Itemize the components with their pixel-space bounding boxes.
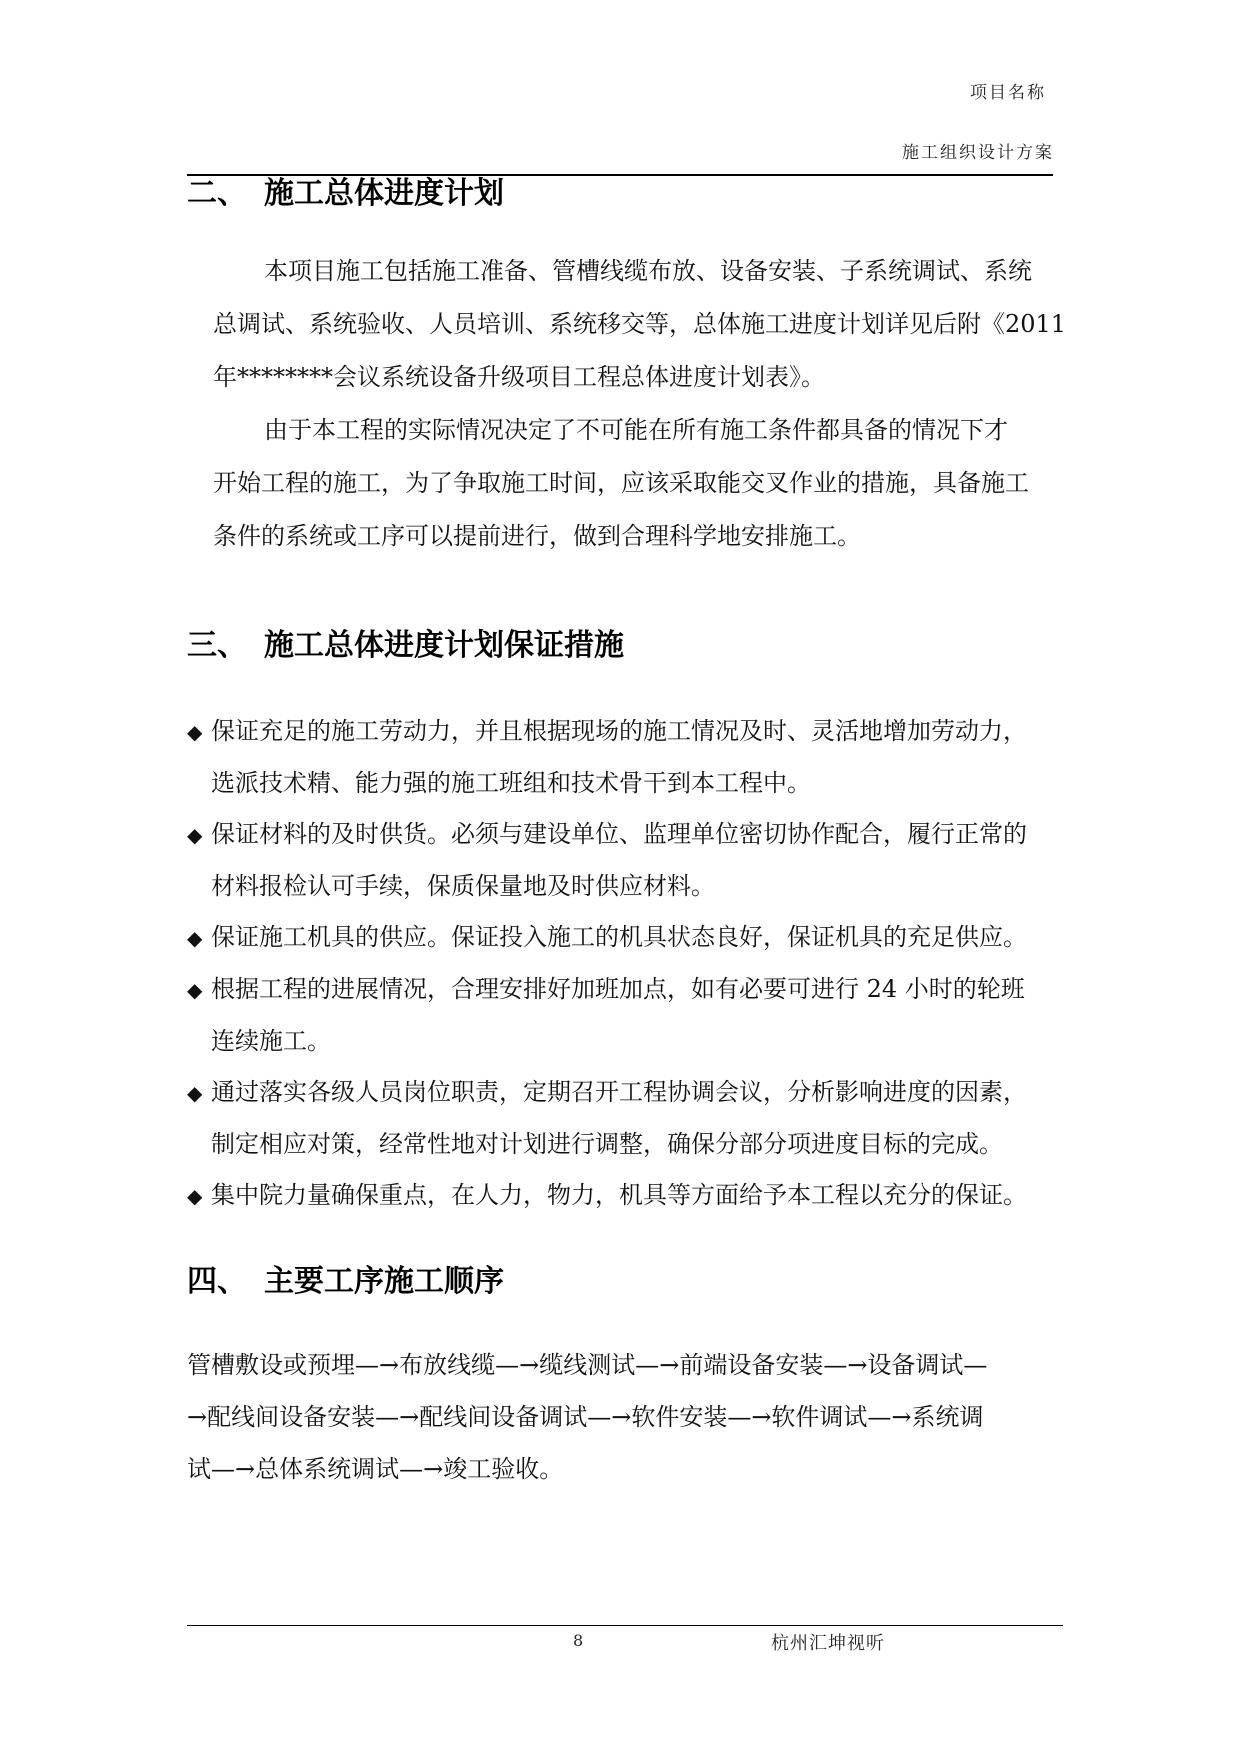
section-3-bullets — [187, 706, 1053, 1222]
section-number: 三、 — [187, 628, 247, 663]
diamond-bullet-icon: ◆ — [187, 926, 203, 950]
page-number: 8 — [573, 1631, 584, 1650]
sequence-line: →配线间设备安装—→配线间设备调试—→软件安装—→软件调试—→系统调 — [187, 1403, 984, 1431]
bullet-continuation: 选派技术精、能力强的施工班组和技术骨干到本工程中。 — [211, 769, 811, 797]
paragraph-line: 本项目施工包括施工准备、管槽线缆布放、设备安装、子系统调试、系统 — [264, 257, 1032, 285]
section-title: 主要工序施工顺序 — [264, 1264, 504, 1299]
diamond-bullet-icon: ◆ — [187, 1081, 203, 1105]
bullet-item: ◆ 保证材料的及时供货。必须与建设单位、监理单位密切协作配合，履行正常的 — [187, 809, 1053, 861]
bullet-continuation: 制定相应对策，经常性地对计划进行调整，确保分部分项进度目标的完成。 — [211, 1130, 1003, 1158]
bullet-item: ◆ 集中院力量确保重点，在人力，物力，机具等方面给予本工程以充分的保证。 — [187, 1170, 1053, 1222]
section-3-heading — [187, 620, 624, 664]
sequence-line: 管槽敷设或预埋—→布放线缆—→缆线测试—→前端设备安装—→设备调试— — [187, 1351, 988, 1379]
footer-rule — [187, 1625, 1063, 1626]
section-2-heading — [187, 168, 504, 212]
paragraph-line: 条件的系统或工序可以提前进行，做到合理科学地安排施工。 — [213, 522, 861, 550]
paragraph-line: 总调试、系统验收、人员培训、系统移交等，总体施工进度计划详见后附《2011 — [213, 310, 1067, 338]
section-4-heading — [187, 1256, 504, 1300]
diamond-bullet-icon: ◆ — [187, 978, 203, 1002]
bullet-item: ◆ 根据工程的进展情况，合理安排好加班加点，如有必要可进行 24 小时的轮班 — [187, 964, 1053, 1016]
sequence-line: 试—→总体系统调试—→竣工验收。 — [187, 1455, 564, 1483]
diamond-bullet-icon: ◆ — [187, 720, 203, 744]
diamond-bullet-icon: ◆ — [187, 1184, 203, 1208]
process-sequence — [187, 1339, 1053, 1495]
section-title: 施工总体进度计划保证措施 — [264, 628, 624, 663]
paragraph-line: 年********会议系统设备升级项目工程总体进度计划表》。 — [213, 363, 825, 391]
section-number: 二、 — [187, 176, 247, 211]
bullet-continuation: 连续施工。 — [211, 1027, 331, 1055]
footer-company: 杭州汇坤视听 — [771, 1633, 885, 1654]
paragraph-line: 开始工程的施工，为了争取施工时间，应该采取能交叉作业的措施，具备施工 — [213, 469, 1029, 497]
bullet-continuation: 材料报检认可手续，保质保量地及时供应材料。 — [211, 872, 715, 900]
section-number: 四、 — [187, 1264, 247, 1299]
section-title: 施工总体进度计划 — [264, 176, 504, 211]
section-2-paragraph-2 — [213, 404, 1053, 563]
diamond-bullet-icon: ◆ — [187, 823, 203, 847]
bullet-item: ◆ 通过落实各级人员岗位职责，定期召开工程协调会议，分析影响进度的因素， — [187, 1067, 1053, 1119]
header-doc-title: 施工组织设计方案 — [902, 143, 1054, 163]
bullet-item: ◆ 保证施工机具的供应。保证投入施工的机具状态良好，保证机具的充足供应。 — [187, 912, 1053, 964]
paragraph-line: 由于本工程的实际情况决定了不可能在所有施工条件都具备的情况下才 — [264, 416, 1008, 444]
section-2-paragraph-1 — [213, 245, 1067, 404]
bullet-item: ◆ 保证充足的施工劳动力，并且根据现场的施工情况及时、灵活地增加劳动力， — [187, 706, 1053, 758]
header-project-name: 项目名称 — [970, 83, 1046, 103]
